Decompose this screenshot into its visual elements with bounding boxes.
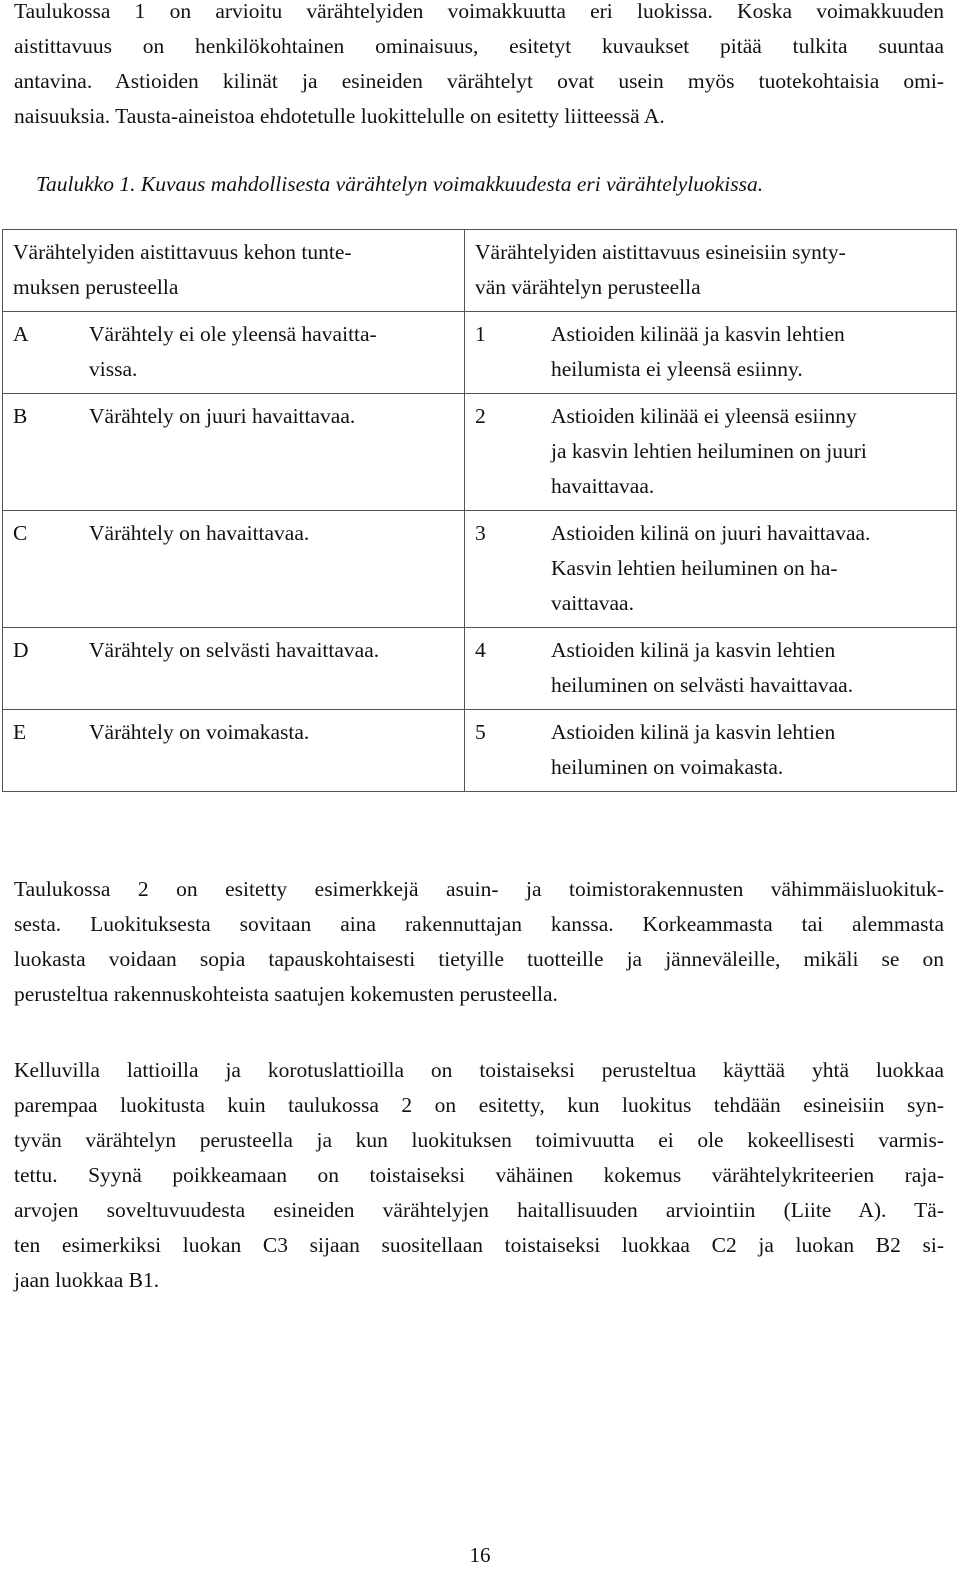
intro-paragraph [14,0,944,134]
text-line: arvojen soveltuvuudesta esineiden värähtelyjen haitallisuuden arviointiin (Liite A). Tä- [14,1198,944,1222]
body-class-cell [3,394,465,511]
class-description-line: Värähtely on selvästi havaittavaa. [89,638,380,662]
header-right-line: Värähtelyiden aistittavuus esineisiin synty- [475,240,846,264]
class-letter: B [13,404,28,428]
class-description-line: havaittavaa. [551,474,655,498]
header-left-line: Värähtelyiden aistittavuus kehon tunte- [13,240,352,264]
table-header-row [3,230,957,312]
table-row [3,511,957,628]
class-number: 1 [475,322,486,346]
class-number: 2 [475,404,486,428]
class-description-line: Kasvin lehtien heiluminen on ha- [551,556,838,580]
table-row [3,394,957,511]
class-number: 3 [475,521,486,545]
header-left [3,230,465,312]
object-class-cell [465,628,957,710]
text-line: antavina. Astioiden kilinät ja esineiden värähtelyt ovat usein myös tuotekohtaisia omi- [14,69,944,93]
text-line: Taulukossa 2 on esitetty esimerkkejä asuin- ja toimistorakennusten vähimmäisluokituk- [14,877,944,901]
text-line: ten esimerkiksi luokan C3 sijaan suositellaan toistaiseksi luokkaa C2 ja luokan B2 si- [14,1233,944,1257]
header-right-line: vän värähtelyn perusteella [475,275,701,299]
body-class-cell [3,628,465,710]
header-left-line: muksen perusteella [13,275,179,299]
class-number: 4 [475,638,486,662]
class-letter: D [13,638,29,662]
table-row [3,710,957,792]
object-class-cell [465,710,957,792]
vibration-class-table [2,229,957,792]
class-letter: A [13,322,29,346]
class-description-line: heiluminen on voimakasta. [551,755,784,779]
table-caption: Taulukko 1. Kuvaus mahdollisesta värähtelyn voimakkuudesta eri värähtelyluokissa. [36,172,764,196]
body-class-cell [3,312,465,394]
class-description-line: heiluminen on selvästi havaittavaa. [551,673,854,697]
class-description-line: ja kasvin lehtien heiluminen on juuri [551,439,867,463]
class-description-line: Astioiden kilinää ei yleensä esiinny [551,404,857,428]
page-number: 16 [469,1543,491,1567]
class-description-line: Astioiden kilinä on juuri havaittavaa. [551,521,871,545]
class-description-line: vaittavaa. [551,591,634,615]
table-row [3,312,957,394]
header-right [465,230,957,312]
object-class-cell [465,394,957,511]
text-line: Kelluvilla lattioilla ja korotuslattioilla on toistaiseksi perusteltua käyttää yhtä luokkaa [14,1058,944,1082]
class-letter: C [13,521,28,545]
paragraph-floating-floors [14,1053,944,1298]
paragraph-classification [14,872,944,1012]
class-description-line: Värähtely on havaittavaa. [89,521,310,545]
text-line: tettu. Syynä poikkeamaan on toistaiseksi vähäinen kokemus värähtelykriteerien raja- [14,1163,944,1187]
class-description-line: Värähtely on juuri havaittavaa. [89,404,356,428]
text-line: sesta. Luokituksesta sovitaan aina rakennuttajan kanssa. Korkeammasta tai alemmasta [14,912,944,936]
object-class-cell [465,511,957,628]
class-description-line: heilumista ei yleensä esiinny. [551,357,803,381]
class-number: 5 [475,720,486,744]
body-class-cell [3,511,465,628]
text-line: perusteltua rakennuskohteista saatujen kokemusten perusteella. [14,982,558,1006]
object-class-cell [465,312,957,394]
class-description-line: Astioiden kilinä ja kasvin lehtien [551,638,836,662]
class-description-line: vissa. [89,357,138,381]
text-line: parempaa luokitusta kuin taulukossa 2 on esitetty, kun luokitus tehdään esineisiin syn- [14,1093,944,1117]
text-line: jaan luokkaa B1. [14,1268,160,1292]
table-row [3,628,957,710]
text-line: aistittavuus on henkilökohtainen ominaisuus, esitetyt kuvaukset pitää tulkita suuntaa [14,34,944,58]
text-line: luokasta voidaan sopia tapauskohtaisesti tietyille tuotteille ja jänneväleille, mikäli se on [14,947,944,971]
class-description-line: Astioiden kilinää ja kasvin lehtien [551,322,845,346]
text-line: naisuuksia. Tausta-aineistoa ehdotetulle luokittelulle on esitetty liitteessä A. [14,104,665,128]
text-line: Taulukossa 1 on arvioitu värähtelyiden voimakkuutta eri luokissa. Koska voimakkuuden [14,0,944,23]
text-line: tyvän värähtelyn perusteella ja kun luokituksen toimivuutta ei ole kokeellisesti varmis- [14,1128,944,1152]
class-description-line: Värähtely on voimakasta. [89,720,310,744]
body-class-cell [3,710,465,792]
class-description-line: Värähtely ei ole yleensä havaitta- [89,322,377,346]
class-description-line: Astioiden kilinä ja kasvin lehtien [551,720,836,744]
class-letter: E [13,720,27,744]
